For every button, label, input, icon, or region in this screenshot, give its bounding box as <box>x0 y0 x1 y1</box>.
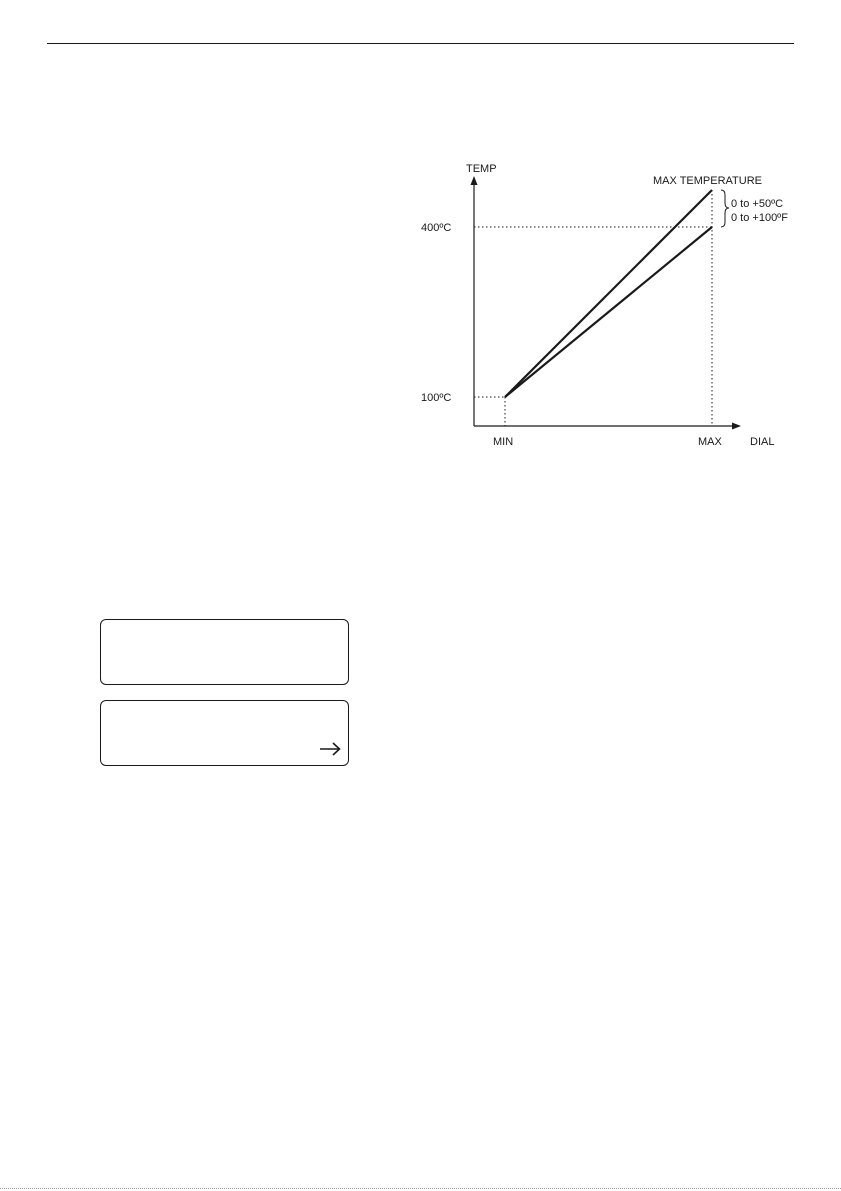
offset-fahrenheit-label: 0 to +100ºF <box>731 212 788 224</box>
x-axis-arrowhead <box>732 423 741 430</box>
y-axis-label: TEMP <box>466 163 497 175</box>
x-tick-max: MAX <box>698 436 722 448</box>
offset-celsius-label: 0 to +50ºC <box>731 198 784 210</box>
y-tick-400: 400ºC <box>421 222 452 234</box>
display-box-upper <box>100 619 349 685</box>
right-arrow-icon <box>318 740 342 758</box>
y-axis-arrowhead <box>471 176 478 185</box>
max-temperature-label: MAX TEMPERATURE <box>653 175 762 187</box>
y-tick-100: 100ºC <box>421 392 452 404</box>
display-box-lower <box>100 700 349 766</box>
footer-rule <box>0 1188 841 1189</box>
offset-brace <box>721 190 729 227</box>
temperature-dial-diagram <box>0 0 841 480</box>
x-tick-min: MIN <box>493 436 514 448</box>
max-offset-line <box>505 190 712 397</box>
x-axis-label: DIAL <box>750 436 775 448</box>
base-line <box>505 227 712 397</box>
